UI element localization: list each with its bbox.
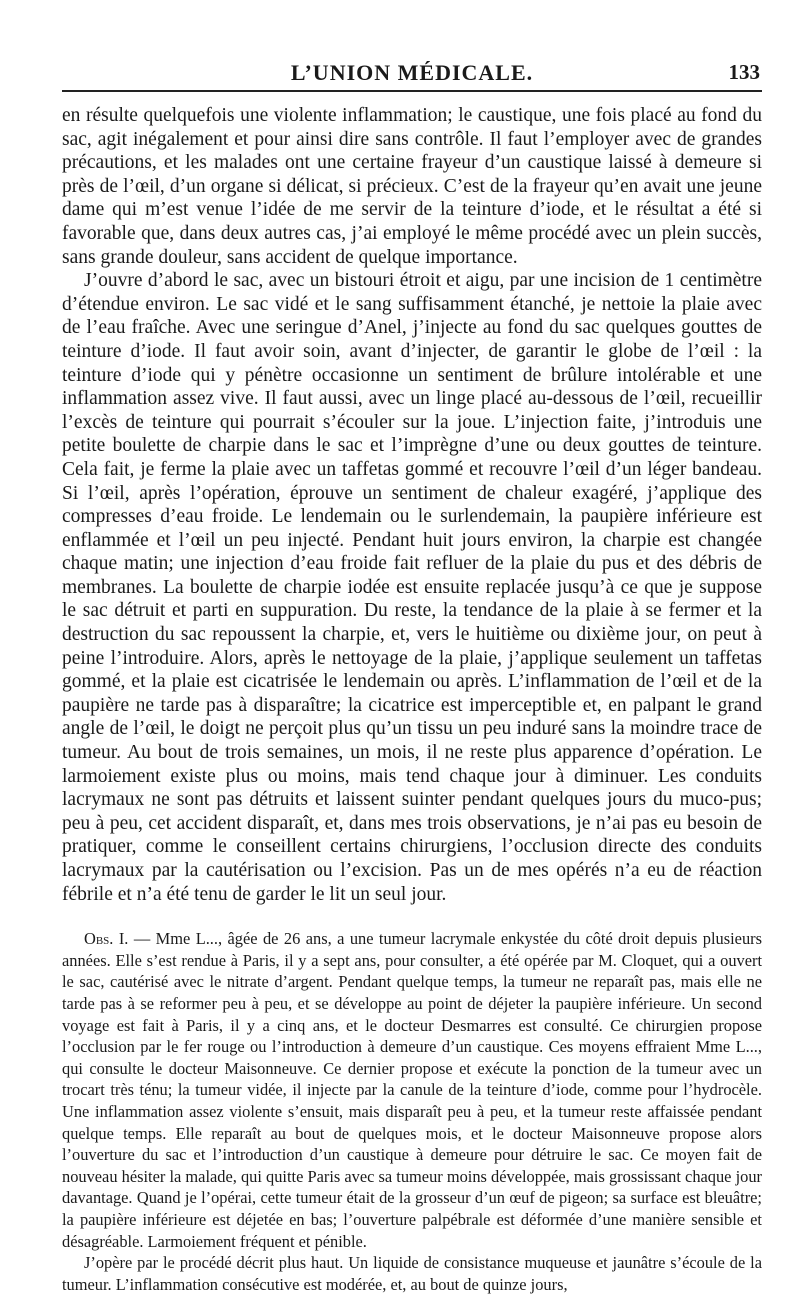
observation-paragraph: J’opère par le procédé décrit plus haut. Un liquide de consistance muqueuse et jaunâtre s’écoule de la tumeur. L’inflammation consécutive est modérée, et, au bout de quinze jours, <box>62 1253 762 1294</box>
page-body <box>62 104 762 1295</box>
page-header <box>62 58 762 92</box>
observation-paragraph <box>62 928 762 1252</box>
paragraph: J’ouvre d’abord le sac, avec un bistouri étroit et aigu, par une incision de 1 centimètre d’étendue environ. Le sac vidé et le sang suffisamment étanché, je nettoie la plaie avec de l’eau fraîche. Avec une seringue d’Anel, j’injecte au fond du sac quelques gouttes de teinture d’iode. Il faut avoir soin, avant d’injecter, de garantir le globe de l’œil : la teinture d’iode qui y pénètre occasionne un sentiment de brûlure intolérable et une inflammation assez vive. Il faut aussi, avec un linge placé au-dessous de l’œil, recueillir l’excès de teinture qui pourrait s’écouler sur la joue. L’injection faite, j’introduis une petite boulette de charpie dans le sac et l’imprègne d’une ou deux gouttes de teinture. Cela fait, je ferme la plaie avec un taffetas gommé et recouvre l’œil d’un léger bandeau. Si l’œil, après l’opération, éprouve un sentiment de chaleur exagéré, j’applique des compresses d’eau froide. Le lendemain ou le surlendemain, la paupière inférieure est enflammée et l’œil un peu injecté. Pendant huit jours environ, la charpie est changée chaque matin; une injection d’eau froide fait refluer de la plaie du pus et des débris de membranes. La boulette de charpie iodée est ensuite replacée jusqu’à ce que je suppose le sac détruit et parti en suppuration. Du reste, la tendance de la plaie à se fermer et la destruction du sac repoussent la charpie, et, vers le huitième ou dixième jour, on peut à peine l’introduire. Alors, après le nettoyage de la plaie, j’applique seulement un taffetas gommé, et la plaie est cicatrisée le lendemain ou après. L’inflammation de l’œil et de la paupière ne tarde pas à disparaître; la cicatrice est imperceptible et, en palpant le grand angle de l’œil, le doigt ne perçoit plus qu’un tissu un peu induré sans la moindre trace de tumeur. Au bout de trois semaines, un mois, il ne reste plus apparence d’opération. Le larmoiement existe plus ou moins, mais tend chaque jour à diminuer. Les conduits lacrymaux ne sont pas détruits et laissent suinter pendant quelques jours du muco-pus; peu à peu, cet accident disparaît, et, dans mes trois observations, je n’ai pas eu besoin de pratiquer, comme le conseillent certains chirurgiens, l’occlusion directe des conduits lacrymaux par la cautérisation ou l’excision. Pas un de mes opérés n’a eu de réaction fébrile et n’a été tenu de garder le lit un seul jour. <box>62 270 762 905</box>
running-title: L’UNION MÉDICALE. <box>290 60 534 85</box>
observation-text: — Mme L..., âgée de 26 ans, a une tumeur lacrymale enkystée du côté droit depuis plusieurs années. Elle s’est rendue à Paris, il y a sept ans, pour consulter, a été opérée par M. Cloquet, qui a ouvert le sac, cautérisé avec le nitrate d’argent. Pendant quelque temps, la tumeur ne reparaît pas, mais elle ne tarde pas à se reformer peu à peu, et se développe au point de déjeter la paupière inférieure. Un second voyage est fait à Paris, il y a cinq ans, et le docteur Desmarres est consulté. Ce chirurgien propose l’occlusion par le fer rouge ou l’introduction à demeure d’un caustique. Ces moyens effraient Mme L..., qui consulte le docteur Maisonneuve. Ce dernier propose et exécute la ponction de la tumeur avec un trocart très ténu; la tumeur vidée, il injecte par la canule de la teinture d’iode, comme pour l’hydrocèle. Une inflammation assez violente s’ensuit, mais disparaît peu à peu, et la tumeur reste affaissée pendant quelque temps. Elle reparaît au bout de quelques mois, et le docteur Maisonneuve propose alors l’ouverture du sac et l’introduction d’un caustique à demeure pour détruire le sac. Ce moyen fait de nouveau hésiter la malade, qui quitte Paris avec sa tumeur moins développée, mais grossissant chaque jour davantage. Quand je l’opérai, cette tumeur était de la grosseur d’un œuf de pigeon; sa surface est bleuâtre; la paupière inférieure est déjetée en bas; l’ouverture palpébrale est déformée d’une manière sensible et désagréable. Larmoiement fréquent et pénible. <box>62 929 762 1251</box>
observation-section <box>62 928 762 1295</box>
page-number: 133 <box>728 60 760 84</box>
paragraph: en résulte quelquefois une violente inflammation; le caustique, une fois placé au fond du sac, agit inégalement et pour ainsi dire sans contrôle. Il faut l’employer avec de grandes précautions, et les malades ont une certaine frayeur d’un caustique laissé à demeure si près de l’œil, d’un organe si délicat, si précieux. C’est de la frayeur qu’en avait une jeune dame qui m’est venue l’idée de me servir de la teinture d’iode, et le résultat a été si favorable que, dans deux autres cas, j’ai employé le même procédé avec un plein succès, sans grande douleur, sans accident de quelque importance. <box>62 105 762 268</box>
main-text <box>62 104 762 906</box>
observation-label: Obs. I. <box>84 929 129 949</box>
